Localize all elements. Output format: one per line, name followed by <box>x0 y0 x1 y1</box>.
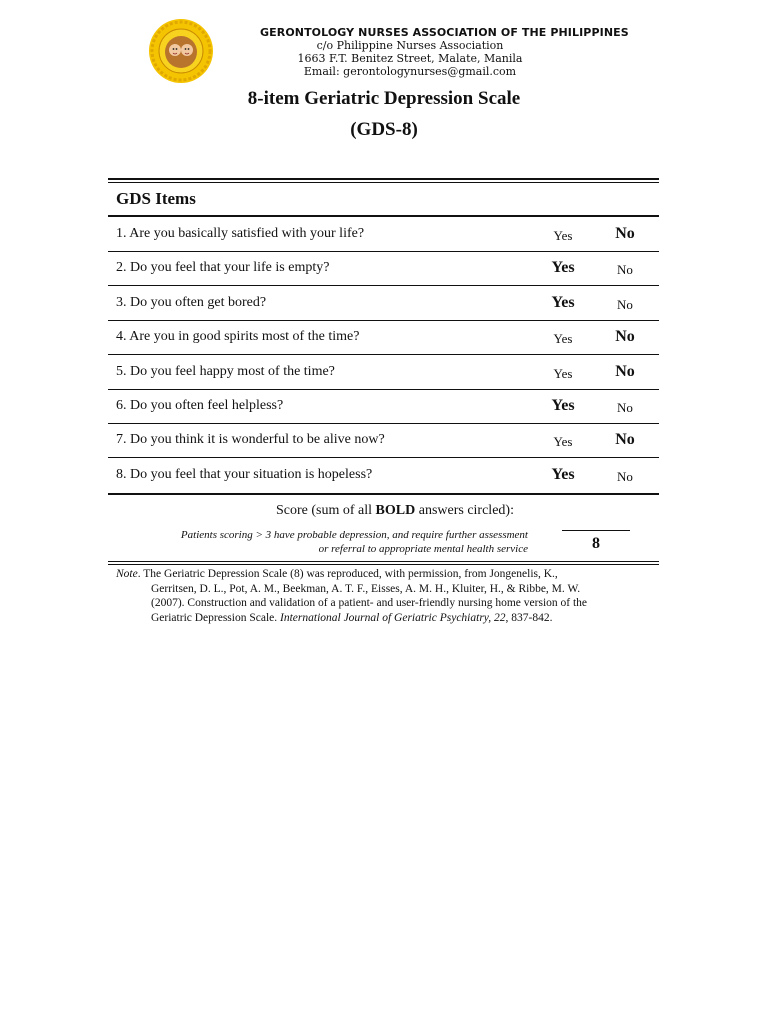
score-label <box>0 503 768 519</box>
organization-name: GERONTOLOGY NURSES ASSOCIATION OF THE PHILIPPINES <box>260 26 629 39</box>
footer-double-rule <box>108 561 659 562</box>
address-line-1: c/o Philippine Nurses Association <box>316 39 504 52</box>
score-label-start: Score (sum of all <box>276 503 376 518</box>
table-row <box>108 424 659 458</box>
answer-yes[interactable]: Yes <box>553 365 573 381</box>
document-title: 8-item Geriatric Depression Scale <box>247 88 521 109</box>
document-subtitle: (GDS-8) <box>350 119 418 140</box>
score-label-bold: BOLD <box>375 503 416 518</box>
footnote-line-1: Note. The Geriatric Depression Scale (8) was reproduced, with permission, from Jongenelis, K., <box>116 568 558 580</box>
question-text: 4. Are you in good spirits most of the time? <box>116 329 360 345</box>
answer-yes[interactable]: Yes <box>553 434 573 450</box>
footnote <box>116 567 656 625</box>
answer-no[interactable]: No <box>615 431 635 449</box>
interpretation-line-1: Patients scoring > 3 have probable depression, and require further assessment <box>180 529 528 541</box>
answer-no[interactable]: No <box>617 468 633 484</box>
table-top-rule <box>108 178 659 180</box>
table-top-rule-thin <box>108 182 659 183</box>
answer-no[interactable]: No <box>617 400 633 415</box>
answer-no[interactable]: No <box>615 328 635 346</box>
table-bottom-rule <box>108 493 659 495</box>
score-interpretation <box>110 528 528 556</box>
question-text: 1. Are you basically satisfied with your life? <box>116 226 365 241</box>
score-label-end: answers circled): <box>415 503 514 518</box>
footnote-label: Note <box>116 568 138 580</box>
question-text: 2. Do you feel that your life is empty? <box>116 260 330 276</box>
answer-no[interactable]: No <box>617 262 633 278</box>
answer-yes[interactable]: Yes <box>551 259 575 277</box>
footnote-line-2: Gerritsen, D. L., Pot, A. M., Beekman, A. T. F., Eisses, A. M. H., Kluiter, H., & Ribbe, M. W. <box>151 582 581 595</box>
score-blank-line <box>562 530 630 531</box>
table-row <box>108 252 659 286</box>
question-text: 5. Do you feel happy most of the time? <box>116 363 335 379</box>
question-text: 7. Do you think it is wonderful to be alive now? <box>116 432 385 448</box>
table-row <box>108 356 659 390</box>
question-text: 6. Do you often feel helpless? <box>116 398 284 413</box>
organization-header <box>200 26 629 78</box>
question-text: 3. Do you often get bored? <box>116 294 267 310</box>
table-row <box>108 321 659 355</box>
question-text: 8. Do you feel that your situation is hopeless? <box>116 466 373 482</box>
answer-yes[interactable]: Yes <box>551 465 575 483</box>
interpretation-line-2: or referral to appropriate mental health service <box>318 543 528 555</box>
answer-yes[interactable]: Yes <box>553 331 573 347</box>
address-line-2: 1663 F.T. Benitez Street, Malate, Manila <box>297 52 523 65</box>
footnote-line-4: Geriatric Depression Scale. International Journal of Geriatric Psychiatry, 22, 837-842. <box>151 611 553 624</box>
footnote-line-3: (2007). Construction and validation of a patient- and user-friendly nursing home version of the <box>151 597 588 609</box>
table-row <box>108 459 659 493</box>
table-heading: GDS Items <box>116 189 196 208</box>
answer-no[interactable]: No <box>615 225 635 242</box>
heading-rule <box>108 215 659 217</box>
answer-no[interactable]: No <box>617 296 633 312</box>
answer-yes[interactable]: Yes <box>551 293 575 311</box>
answer-yes[interactable]: Yes <box>553 228 573 243</box>
table-row <box>108 287 659 321</box>
email-line: Email: gerontologynurses@gmail.com <box>303 65 517 78</box>
table-row <box>108 218 659 252</box>
answer-yes[interactable]: Yes <box>551 397 575 414</box>
answer-no[interactable]: No <box>615 362 635 380</box>
score-value: 8 <box>592 535 600 552</box>
table-row <box>108 390 659 424</box>
footer-double-rule-2 <box>108 564 659 565</box>
journal-name: International Journal of Geriatric Psychiatry, 22 <box>280 611 506 624</box>
